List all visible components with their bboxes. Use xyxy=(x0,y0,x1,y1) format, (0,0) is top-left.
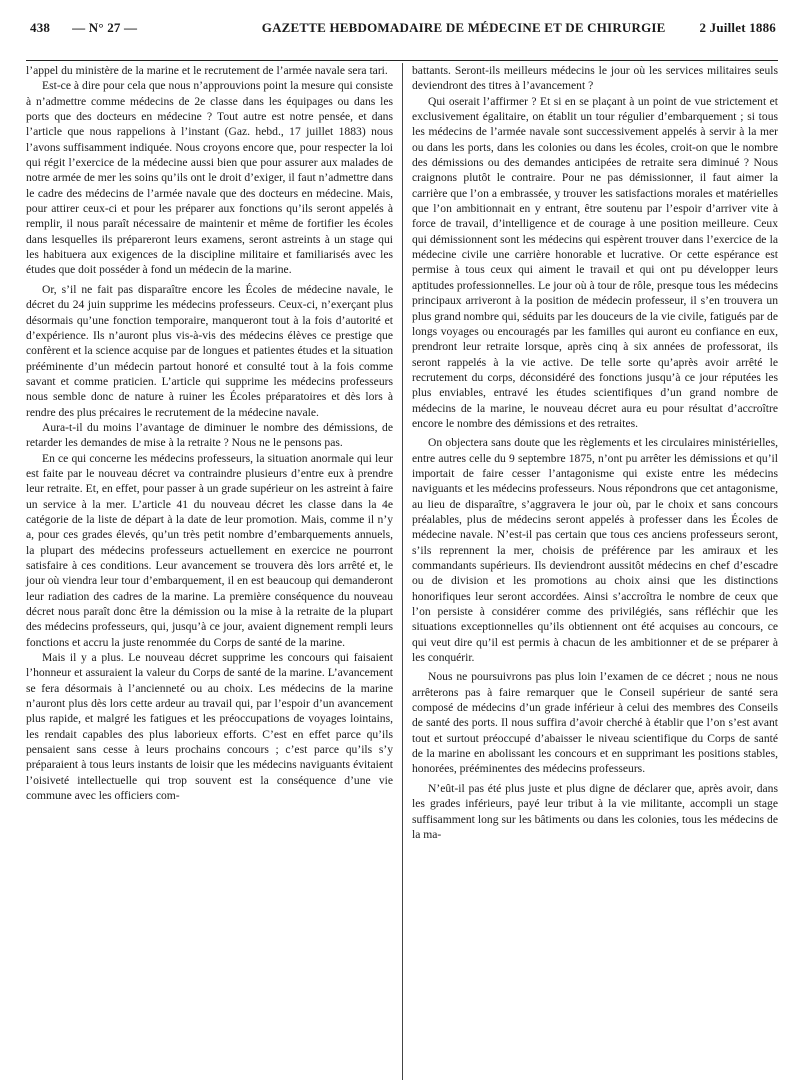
paragraph: Mais il y a plus. Le nouveau décret supprime les concours qui faisaient l’honneur et assuraient la valeur du Corps de santé de la marine. L’avancement se fera désormais à l’ancienneté ou au choix. Les médecins de la marine n’auront plus dès lors cette ardeur au travail qui, par l’espoir d’un avancement plus rapide, et malgré les fatigues et les préoccupations de voyages lointains, les rendait capables des plus laborieux efforts. C’est en effet parce qu’ils pensaient sans cesse à leurs prochains concours ; c’est parce qu’ils s’y préparaient à tous leurs instants de loisir que les médecins naviguants évitaient l’oisiveté intellectuelle qui trop souvent est la conséquence d’une vie commune avec les officiers com- xyxy=(26,651,393,803)
paragraph: En ce qui concerne les médecins professeurs, la situation anormale qui leur est faite par le nouveau décret va contraindre plusieurs d’entre eux à prendre leur retraite. Et, en effet, pour passer à un grade supérieur on les astreint à faire un service à la mer. L’article 41 du nouveau décret les classe dans la 4e catégorie de la liste de départ à la date de leur promotion. Mais, comme il n’y a, pour ces grades élevés, qu’un très petit nombre d’embarquements annuels, la plupart des médecins professeurs actuellement en exercice ne pourront satisfaire à ces conditions. Leur avancement se trouvera dès lors arrêté et, le jour où viendra leur tour d’embarquement, il en est beaucoup qui demanderont leur radiation des cadres de la marine. La première conséquence du nouveau décret nous paraît donc être la démission ou la mise à la retraite de la plupart des médecins professeurs, qui, jusqu’à ce jour, avaient dignement rempli leurs fonctions et accru la juste renommée du Corps de santé de la marine. xyxy=(26,451,393,649)
header-rule xyxy=(26,60,778,61)
paragraph: On objectera sans doute que les règlements et les circulaires ministérielles, entre autres celle du 9 septembre 1875, n’ont pu arrêter les démissions et qu’il importait de faire cesser l’antagonisme qui existe entre les médecins naviguants et les médecins professeurs. Nous répondrons que cet antagonisme, au lieu de disparaître, s’aggravera le jour où, par le choix et sans concours préalables, plus de médecins seront appelés à professer dans les Écoles de médecine navale. N’est-il pas certain que tous ces anciens professeurs seront, s’ils reprennent la mer, choisis de préférence par les amiraux et les commandants supérieurs. Ils deviendront aussitôt médecins en chef d’escadre ou de division et les promotions au choix ainsi que les distinctions honorifiques leur seront accordées. Ainsi s’accroîtra le nombre de ceux que l’on persiste à considérer comme des privilégiés, sans réfléchir que les situations exceptionnelles qu’ils obtiennent ont été acquises au concours, ce qui veut dire qu’il est permis à chacun de les ambitionner et de se préparer à les conquérir. xyxy=(412,436,778,665)
left-column xyxy=(26,63,402,1080)
paragraph: Est-ce à dire pour cela que nous n’approuvions point la mesure qui consiste à n’admettre comme médecins de 2e classe dans les équipages ou dans les ports que des docteurs en médecine ? Tout autre est notre pensée, et dans l’article que nous rappelions à l’instant (Gaz. hebd., 17 juillet 1883) nous l’avons suffisamment indiquée. Nous croyons encore que, pour respecter la loi qui régit l’exercice de la médecine aussi bien que pour assurer aux malades de notre armée de mer les soins qu’ils ont le droit d’exiger, il faut n’admettre dans le cadre des médecins de l’armée navale que des docteurs en médecine. Mais, pour attirer ceux-ci et pour les préparer aux fonctions qu’ils seront appelés à remplir, il nous paraît nécessaire de maintenir et même de fortifier les écoles dans lesquelles ils prépareront leurs examens, seront astreints à un stage qui les habituera aux exigences de la discipline militaire et familiarisés avec les études que doit posséder à fond un médecin de la marine. xyxy=(26,79,393,277)
right-column xyxy=(402,63,778,1080)
page-number: 438 xyxy=(30,20,51,35)
paragraph: Or, s’il ne fait pas disparaître encore les Écoles de médecine navale, le décret du 24 juin supprime les médecins professeurs. Ceux-ci, n’exerçant plus désormais qu’une fonction temporaire, manqueront tout à la fois d’autorité et d’expérience. Ils n’auront plus vis-à-vis des médecins élèves ce prestige que confèrent et la science acquise par de longues et patientes études et la situation prééminente d’un médecin partout honoré et consulté tout à la fois comme savant et comme praticien. L’article qui supprime les médecins professeurs nous semble donc de nature à ruiner les Écoles préparatoires et dès lors à rendre des plus précaires le recrutement de la médecine navale. xyxy=(26,282,393,419)
paragraph: Nous ne poursuivrons pas plus loin l’examen de ce décret ; nous ne nous arrêterons pas à faire remarquer que le Conseil supérieur de santé sera composé de médecins d’un grade inférieur à celui des membres des Conseils de santé des ports. Il nous suffira d’avoir cherché à établir que l’on s’est avant tout et surtout préoccupé d’abaisser le niveau scientifique du Corps de santé de la marine en abolissant les concours et en supprimant les positions stables, honorées, prééminentes des médecins professeurs. xyxy=(412,670,778,776)
issue-number: — N° 27 — xyxy=(72,20,138,35)
paragraph: Aura-t-il du moins l’avantage de diminuer le nombre des démissions, de retarder les demandes de mise à la retraite ? Nous ne le pensons pas. xyxy=(26,420,393,450)
page-header xyxy=(16,20,782,42)
journal-title: GAZETTE HEBDOMADAIRE DE MÉDECINE ET DE CHIRURGIE xyxy=(261,20,666,35)
header-center xyxy=(50,20,699,36)
issue-date: 2 Juillet 1886 xyxy=(699,20,776,35)
paragraph: l’appel du ministère de la marine et le recrutement de l’armée navale sera tari. xyxy=(26,64,388,77)
paragraph: battants. Seront-ils meilleurs médecins le jour où les services militaires seuls deviendront des titres à l’avancement ? xyxy=(412,64,778,93)
paragraph: Qui oserait l’affirmer ? Et si en se plaçant à un point de vue strictement et exclusivement égalitaire, on établit un tour régulier d’embarquement ; si tous les médecins de l’armée navale sont successivement appelés à servir à la mer ou dans les ports, dans les colonies ou dans les écoles, croit-on que le nombre des démissions ou des demandes anticipées de retraite sera diminué ? Nous craignons plutôt le contraire. Pour ne pas démissionner, il faut aimer la carrière que l’on a embrassée, y trouver les satisfactions morales et matérielles que l’on ambitionnait en y entrant, être soutenu par l’espoir d’arriver vite à force de travail, d’intelligence et de courage à une position meilleure. Ceux qui démissionnent sont les médecins qui espèrent trouver dans l’exercice de la médecine civile une carrière honorable et lucrative. Or cette espérance est permise à tous ceux qui aiment le travail et qui ont pu développer leurs aptitudes professionnelles. Le jour où à tour de rôle, presque tous les médecins principaux arriveront à la position de médecin professeur, il s’en trouvera un plus grand nombre qui, séduits par les douceurs de la vie civile, fatigués par de longs voyages ou encouragés par les familles qui auront eu confiance en eux, prendront leur retraite lorsque, après cinq à six années de professorat, ils seront rappelés à la vie active. De telle sorte qu’après avoir arrêté le recrutement du corps, déconsidéré des fonctions jusqu’à ce jour réputées les plus enviables, entravé les études scientifiques d’un grand nombre de médecins de la marine, le nouveau décret aura eu pour résultat d’accroître encore le nombre des démissions et des retraites. xyxy=(412,94,778,430)
text-columns xyxy=(26,63,778,1080)
paragraph: N’eût-il pas été plus juste et plus digne de déclarer que, après avoir, dans les grades inférieurs, payé leur tribut à la vie militante, accompli un stage suffisamment long sur les bâtiments ou dans les colonies, tous les médecins de la ma- xyxy=(412,781,778,841)
journal-page xyxy=(16,20,782,1080)
